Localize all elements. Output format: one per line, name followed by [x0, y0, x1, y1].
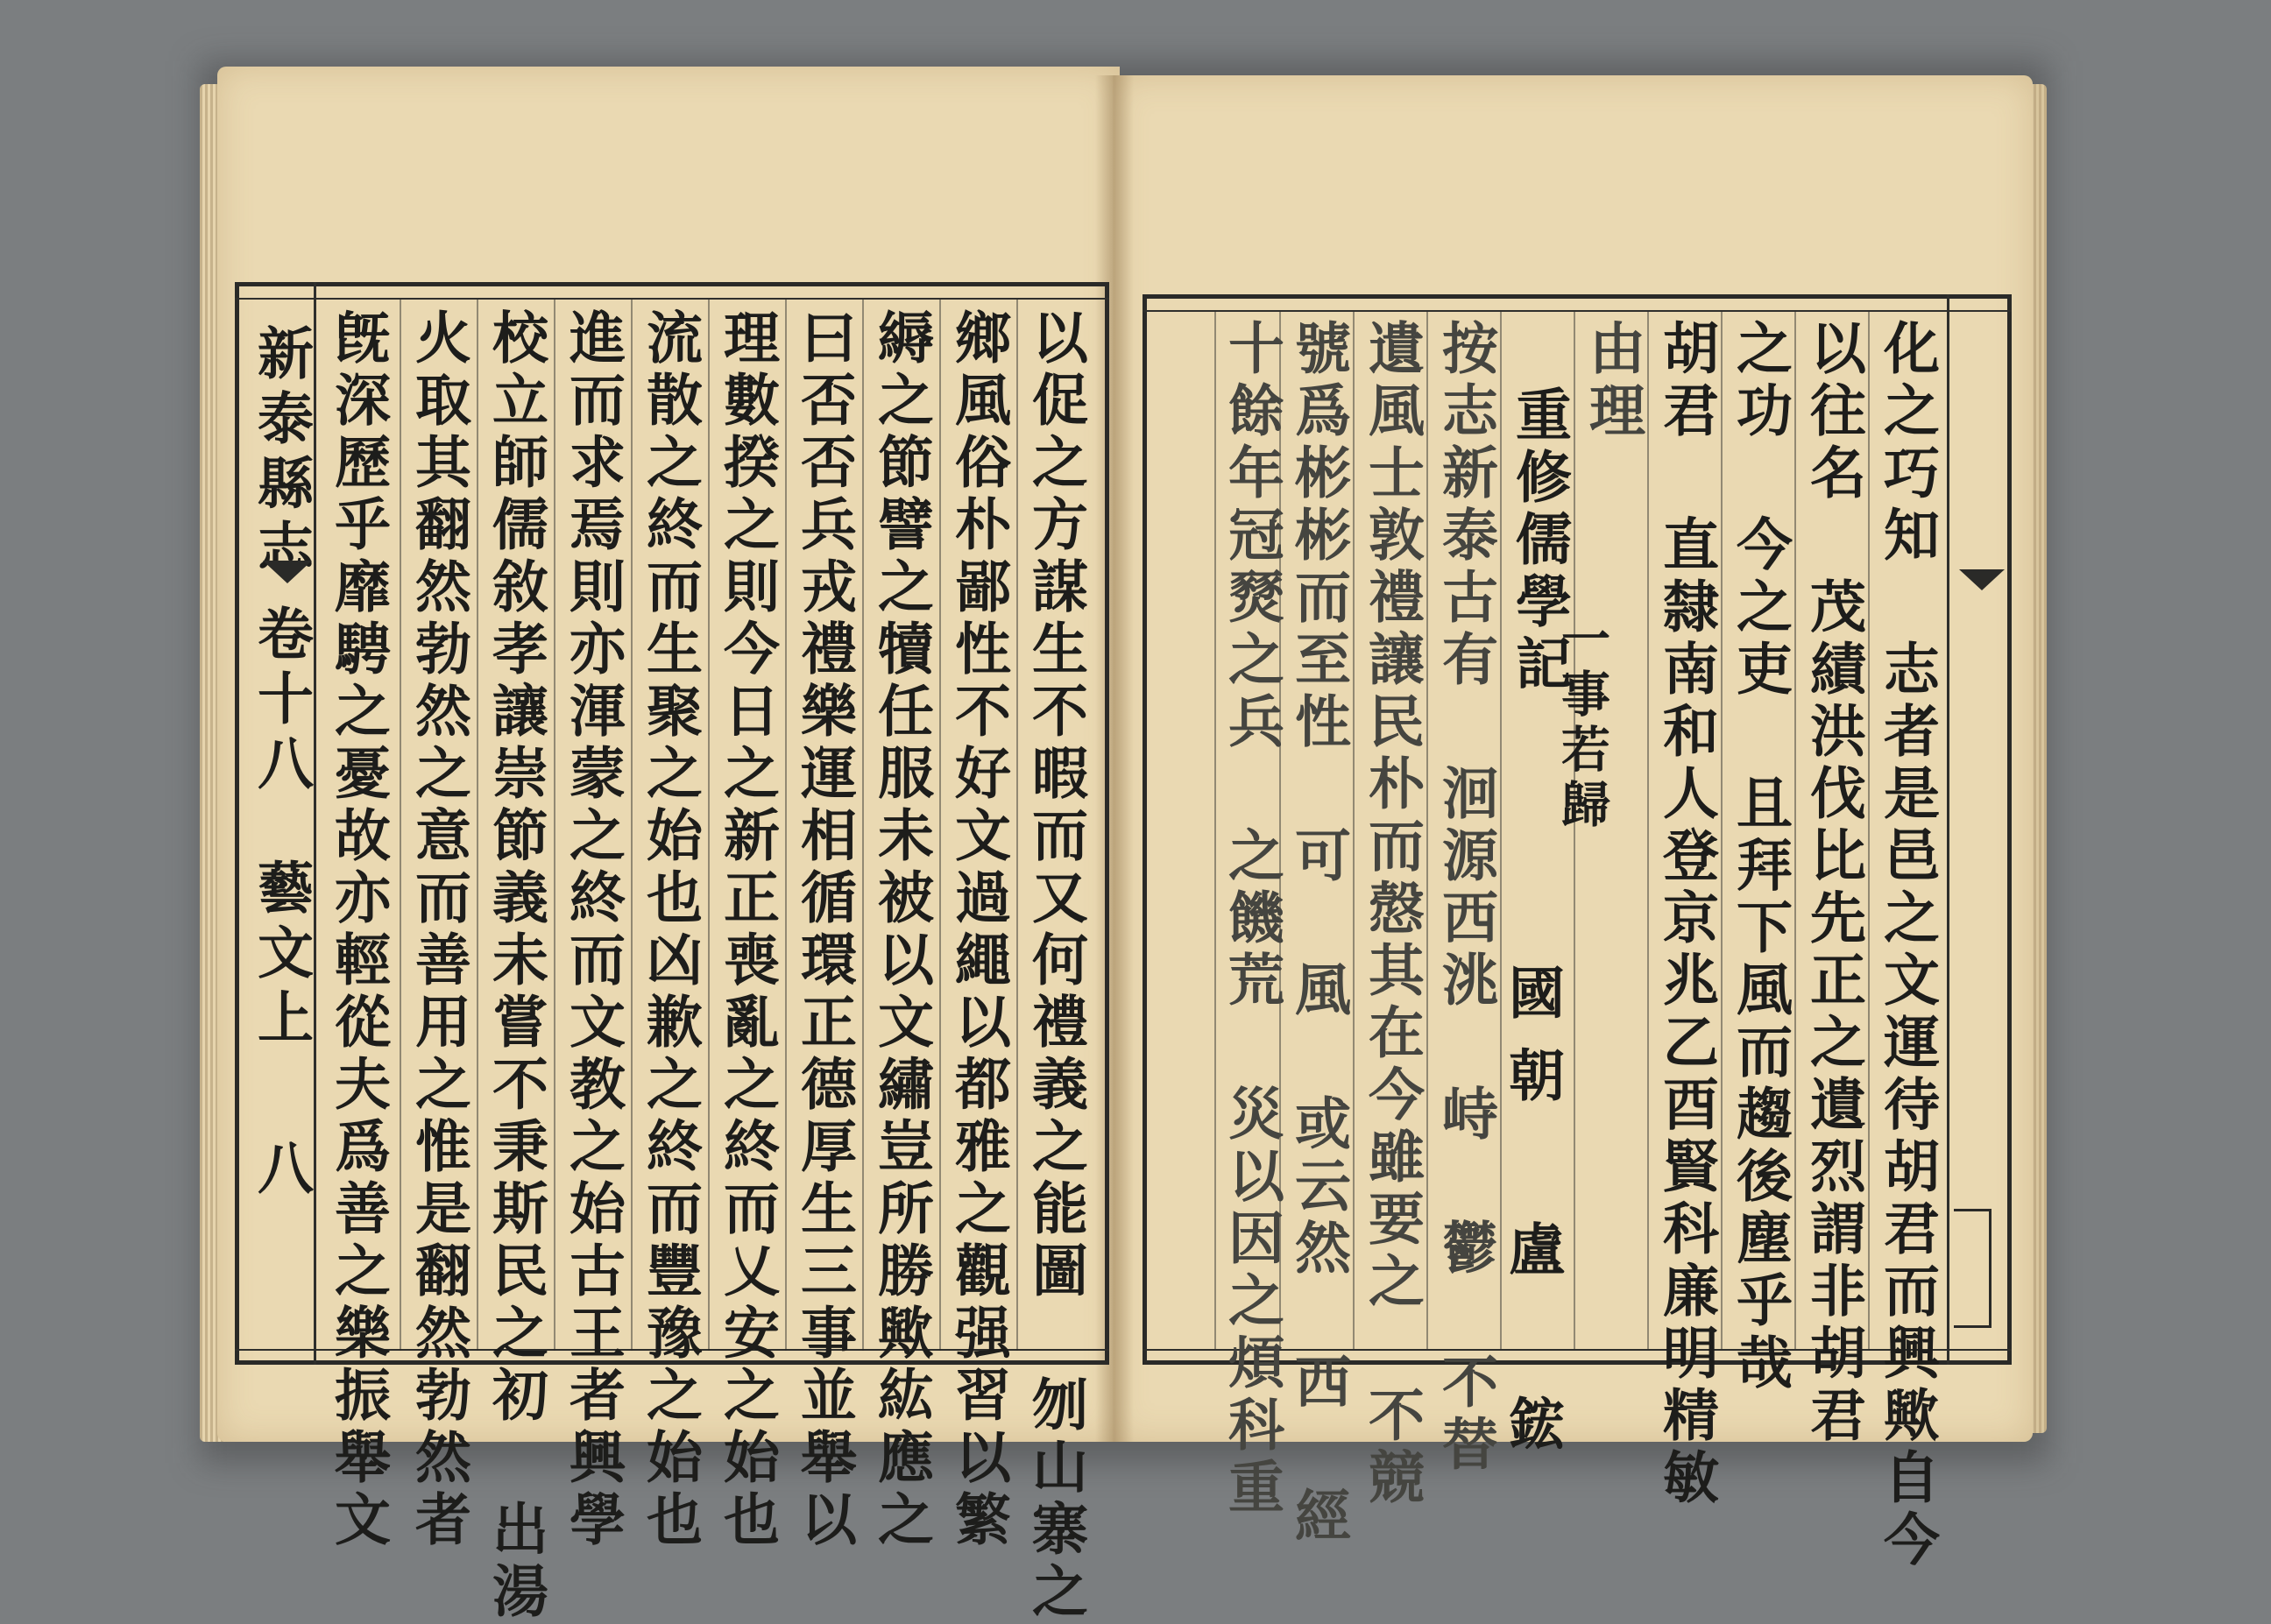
right-text-column-5b: 一事若歸: [1553, 613, 1611, 834]
column-rule: [631, 300, 633, 1351]
column-rule: [1868, 312, 1870, 1349]
column-rule: [554, 300, 555, 1351]
fishtail-mark-right: [1959, 569, 2005, 590]
right-text-column-4: 胡君 直隸南和人登京兆乙酉賢科廉明精敏: [1653, 319, 1719, 1510]
column-rule: [400, 300, 401, 1351]
text-column-3: 縟之節譬之犢任服未被以文繡豈所勝歟紘應之: [868, 308, 934, 1552]
column-rule: [1721, 312, 1723, 1349]
text-column-4: 曰否否兵戎禮樂運相循環正德厚生三事並舉以: [791, 308, 857, 1552]
page-number: 八: [248, 1139, 314, 1201]
column-rule: [1016, 300, 1018, 1351]
text-column-9: 火取其翻然勃然之意而善用之惟是翻然勃然者: [406, 308, 471, 1552]
section-label: 藝文上: [248, 858, 314, 1053]
right-text-column-1: 化之巧知 志者是邑之文運待胡君而興歟自今: [1874, 319, 1940, 1572]
left-frame-top-inner-rule: [235, 298, 1109, 300]
text-column-7: 進而求焉則亦渾蒙之終而文教之始古王者興學: [560, 308, 626, 1552]
right-text-column-9: 遺風士敦禮讓民朴而慤其在今雖要之 不競: [1359, 319, 1425, 1510]
column-rule: [1426, 312, 1428, 1349]
book-title: 新泰縣志: [248, 324, 314, 583]
text-column-8: 校立師儒敘孝讓崇節義未嘗不秉斯民之初 出湯: [483, 308, 548, 1624]
margin-box-mark: [1954, 1209, 1992, 1328]
column-rule: [939, 300, 941, 1351]
column-rule: [477, 300, 478, 1351]
right-frame-top-inner-rule: [1143, 310, 2012, 312]
text-column-2: 鄉風俗朴鄙性不好文過繩以都雅之觀强習以繁: [945, 308, 1011, 1552]
essay-title: 重修儒學記: [1506, 385, 1572, 696]
right-text-column-11: 十餘年冠燹之兵 之饑荒 災以因之煩科重: [1219, 319, 1284, 1520]
left-margin-rule: [314, 282, 316, 1365]
right-text-column-3: 之功 今之吏 且拜下風而趨後塵乎哉: [1727, 319, 1793, 1395]
essay-author: 國朝 盧 鋐: [1499, 964, 1565, 1477]
fishtail-mark: [263, 561, 312, 583]
right-text-column-8: 按志新泰古有 洄源西洮 峙 鬱 不替: [1433, 319, 1498, 1477]
column-rule: [708, 300, 710, 1351]
column-rule: [1353, 312, 1355, 1349]
right-margin-rule: [1947, 294, 1949, 1365]
right-text-column-2: 以往名 茂績洪伐比先正之遺烈謂非胡君: [1801, 319, 1866, 1448]
text-column-1: 以促之方謀生不暇而又何禮義之能圖 刎山寨之: [1022, 308, 1088, 1624]
volume-label: 卷十八: [248, 604, 314, 799]
right-text-column-10: 號爲彬彬而至性 可 風 或云然 西 經: [1285, 319, 1351, 1549]
column-rule: [1214, 312, 1216, 1349]
right-text-column-5: 由理: [1580, 319, 1645, 443]
column-rule: [862, 300, 864, 1351]
column-rule: [785, 300, 787, 1351]
text-column-5: 理數揆之則今日之新正喪亂之終而乂安之始也: [714, 308, 780, 1552]
text-column-10: 旣深歷乎靡騁之憂故亦輕從夫爲善之樂振舉文: [325, 308, 391, 1552]
column-rule: [1794, 312, 1796, 1349]
column-rule: [1647, 312, 1649, 1349]
text-column-6: 流散之終而生聚之始也凶歉之終而豐豫之始也: [637, 308, 703, 1552]
